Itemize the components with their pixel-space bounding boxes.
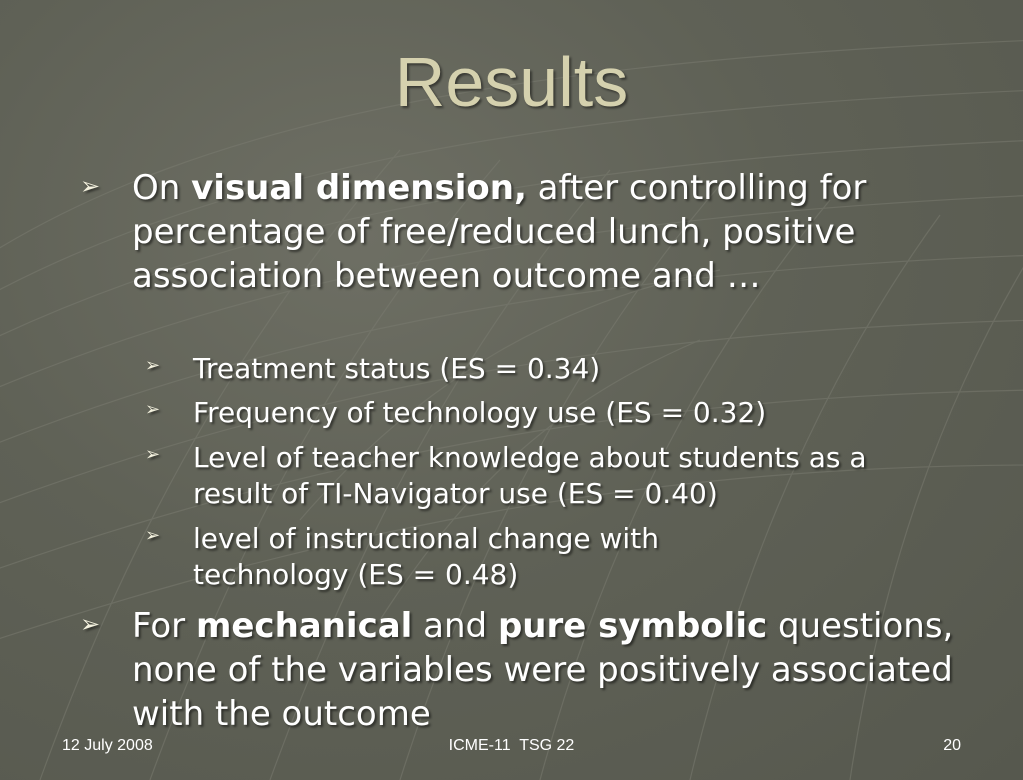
arrow-bullet-icon: ➢	[80, 610, 101, 638]
arrow-bullet-icon: ➢	[145, 444, 161, 465]
sub-bullet-text: level of instructional change with technology (ES = 0.48)	[193, 522, 659, 591]
footer-page-number: 20	[943, 737, 961, 754]
slide-title: Results	[394, 43, 629, 121]
sub-bullet-text: Level of teacher knowledge about students as a result of TI-Navigator use (ES = 0.40)	[193, 441, 867, 510]
sub-bullet-treatment-status	[145, 351, 945, 387]
sub-bullet-frequency	[145, 395, 945, 431]
bullet-text: For mechanical and pure symbolic questions, none of the variables were positively associated with the outcome	[132, 606, 954, 734]
arrow-bullet-icon: ➢	[145, 525, 161, 546]
bold-phrase: mechanical	[195, 606, 413, 646]
arrow-bullet-icon: ➢	[145, 399, 161, 420]
sub-bullet-text: Treatment status (ES = 0.34)	[193, 352, 601, 385]
footer-center: ICME-11 TSG 22	[448, 737, 575, 754]
arrow-bullet-icon: ➢	[80, 172, 101, 200]
bold-phrase: pure symbolic	[497, 606, 768, 646]
footer-date: 12 July 2008	[62, 737, 153, 754]
arrow-bullet-icon: ➢	[145, 355, 161, 376]
bullet-text: On visual dimension, after controlling for percentage of free/reduced lunch, positive association between outcome and …	[132, 168, 867, 296]
sub-bullet-instructional-change	[145, 521, 785, 593]
sub-bullet-teacher-knowledge	[145, 440, 945, 512]
bullet-visual-dimension	[80, 166, 960, 298]
bullet-mechanical-symbolic	[80, 604, 960, 736]
sub-bullet-text: Frequency of technology use (ES = 0.32)	[193, 396, 767, 429]
bold-phrase: visual dimension,	[191, 168, 527, 208]
